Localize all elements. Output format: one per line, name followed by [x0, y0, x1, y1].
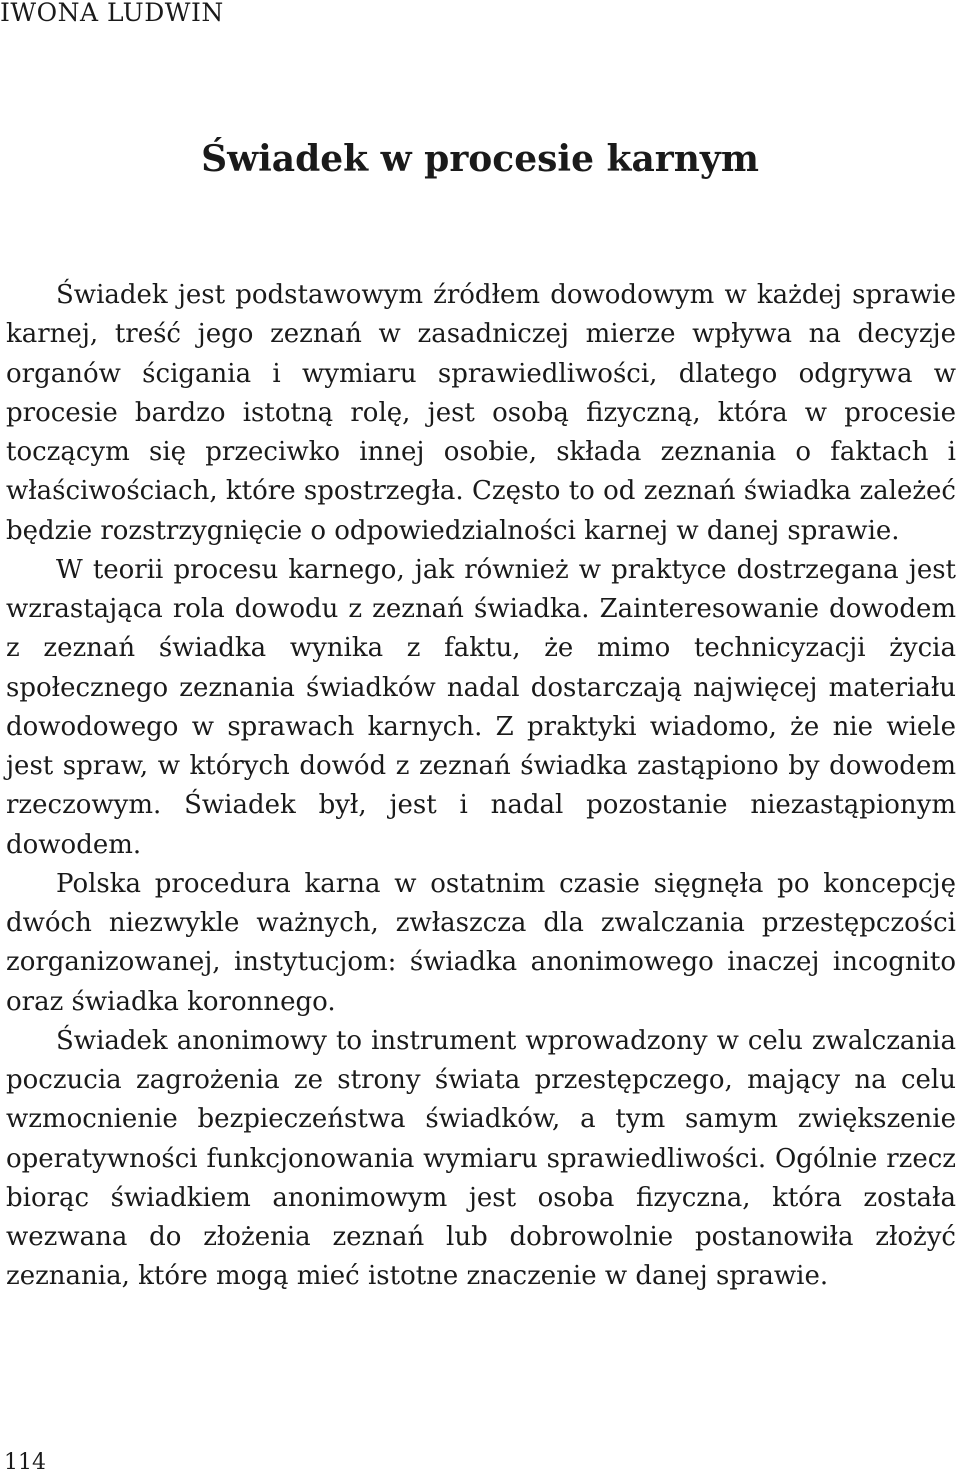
paragraph: Świadek jest podstawowym źródłem dowodowym w każdej sprawie karnej, treść jego zeznań w zasadniczej mierze wpływa na decyzje organów ścigania i wymiaru sprawiedliwości, dlatego odgrywa w procesie bardzo istotną rolę, jest osobą fizyczną, która w procesie toczącym się przeciwko innej osobie, składa zeznania o faktach i właściwościach, które spostrzegła. Często to od zeznań świadka zależeć będzie rozstrzygnięcie o odpowiedzialności karnej w danej sprawie.: [6, 280, 956, 546]
body-text: [6, 276, 956, 1297]
paragraph: W teorii procesu karnego, jak również w praktyce dostrzegana jest wzrastająca rola dowodu z zeznań świadka. Zainteresowanie dowodem z zeznań świadka wynika z faktu, że mimo technicyzacji życia społecznego zeznania świadków nadal dostarczają najwięcej materiału dowodowego w sprawach karnych. Z praktyki wiadomo, że nie wiele jest spraw, w których dowód z zeznań świadka zastąpiono by dowodem rzeczowym. Świadek był, jest i nadal pozostanie niezastąpionym dowodem.: [6, 554, 956, 860]
paragraph: Polska procedura karna w ostatnim czasie sięgnęła po koncepcję dwóch niezwykle ważnych, zwłaszcza dla zwalczania przestępczości zorganizowanej, instytucjom: świadka anonimowego inaczej incognito oraz świadka koronnego.: [6, 868, 956, 1017]
chapter-title: Świadek w procesie karnym: [201, 138, 759, 180]
page-number: 114: [4, 1450, 46, 1475]
paragraph: Świadek anonimowy to instrument wprowadzony w celu zwalczania poczucia zagrożenia ze strony świata przestępczego, mający na celu wzmocnienie bezpieczeństwa świadków, a tym samym zwiększenie operatywności funkcjonowania wymiaru sprawiedliwości. Ogólnie rzecz biorąc świadkiem anonimowym jest osoba fizyczna, która została wezwana do złożenia zeznań lub dobrowolnie postanowiła złożyć zeznania, które mogą mieć istotne znaczenie w danej sprawie.: [6, 1025, 956, 1292]
running-head-author: IWONA LUDWIN: [0, 0, 224, 27]
